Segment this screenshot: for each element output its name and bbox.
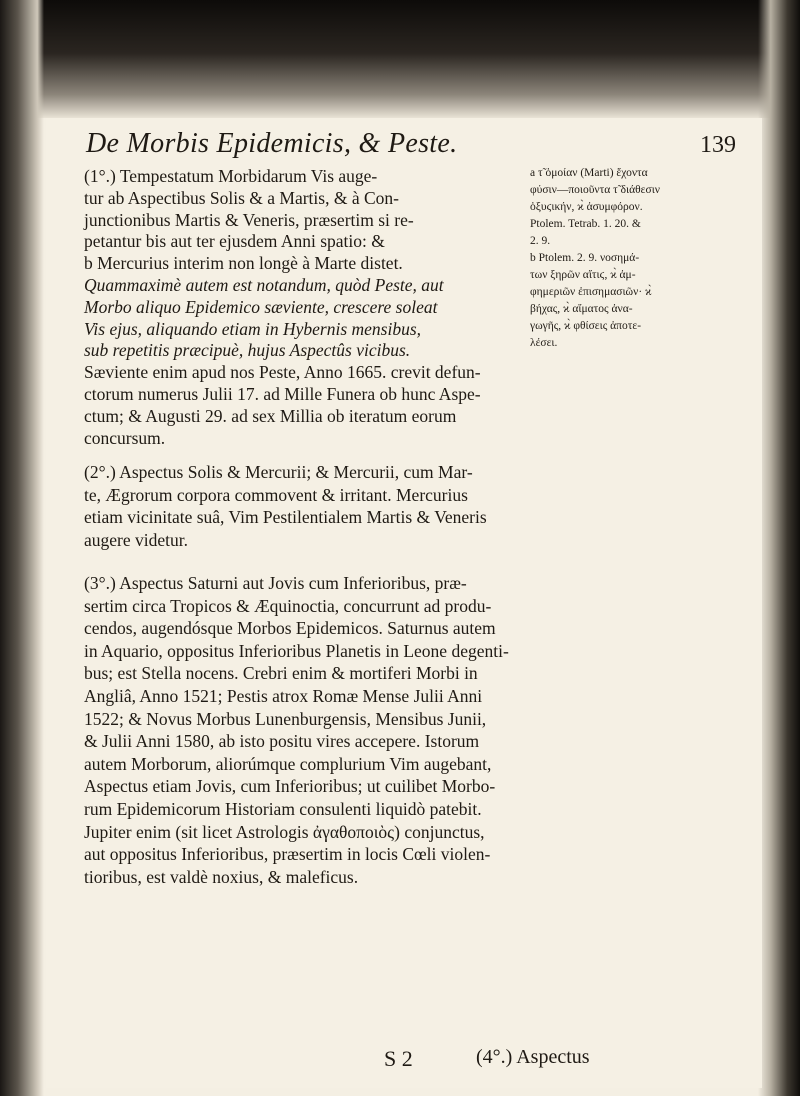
text-line: autem Morborum, aliorúmque complurium Vim augebant, xyxy=(84,753,492,774)
text-line: te, Ægrorum corpora commovent & irritant. Mercurius xyxy=(84,484,468,505)
text-line: Quammaximè autem est notandum, quòd Peste, aut xyxy=(84,274,444,295)
section-3 xyxy=(84,572,756,888)
section-1 xyxy=(84,166,756,449)
note-line: βήχας, ϰ̀ αἵματος ἀνα- xyxy=(530,303,633,315)
text-line: augere videtur. xyxy=(84,529,188,550)
text-line: in Aquario, oppositus Inferioribus Planetis in Leone degenti- xyxy=(84,640,509,661)
text-line: ctorum numerus Julii 17. ad Mille Funera ob hunc Aspe- xyxy=(84,383,481,404)
text-line: sub repetitis præcipuè, hujus Aspectûs vicibus. xyxy=(84,340,411,361)
text-line: sertim circa Tropicos & Æquinoctia, concurrunt ad produ- xyxy=(84,595,492,616)
note-line: λέσει. xyxy=(530,337,558,349)
text-line: tioribus, est valdè noxius, & maleficus. xyxy=(84,866,359,887)
running-head xyxy=(86,128,736,164)
text-line: Morbo aliquo Epidemico sæviente, crescere soleat xyxy=(84,296,438,317)
page-number: 139 xyxy=(700,132,736,158)
text-line: tur ab Aspectibus Solis & a Martis, & à Con- xyxy=(84,187,399,208)
marginal-notes xyxy=(530,166,762,353)
text-line: 1522; & Novus Morbus Lunenburgensis, Mensibus Junii, xyxy=(84,708,487,729)
note-line: φύσιν—ποιοῦντα τ̃ διάθεσιν xyxy=(530,184,661,196)
text-line: (2°.) Aspectus Solis & Mercurii; & Mercurii, cum Mar- xyxy=(84,462,473,482)
text-line: ctum; & Augusti 29. ad sex Millia ob iteratum eorum xyxy=(84,405,457,426)
note-line: γωγῆς, ϰ̀ φθίσεις ἀποτε- xyxy=(530,320,642,332)
text-line: etiam vicinitate suâ, Vim Pestilentialem Martis & Veneris xyxy=(84,507,487,528)
note-line: 2. 9. xyxy=(530,235,551,247)
note-line: ὁξυϛικήν, ϰ̀ ἀσυμφόρον. xyxy=(530,201,643,213)
note-line: a τ̃ ὁμοίαν (Marti) ἔχοντα xyxy=(530,167,648,179)
signature-mark: S 2 xyxy=(384,1046,413,1071)
text-line: Jupiter enim (sit licet Astrologis ἀγαθοποιὸς) conjunctus, xyxy=(84,821,485,842)
text-line: (1°.) Tempestatum Morbidarum Vis auge- xyxy=(84,166,378,186)
text-line: rum Epidemicorum Historiam consulenti liquidò patebit. xyxy=(84,798,482,819)
note-line: φημεριῶν ἐπισημασιῶν· ϰ̀ xyxy=(530,286,652,298)
section-1-main-column xyxy=(84,166,524,340)
section-1-full-width xyxy=(84,340,756,449)
note-line: b Ptolem. 2. 9. νοσημά- xyxy=(530,252,640,264)
text-line: bus; est Stella nocens. Crebri enim & mortiferi Morbi in xyxy=(84,663,478,684)
text-line: Vis ejus, aliquando etiam in Hybernis mensibus, xyxy=(84,318,422,339)
text-line: Sæviente enim apud nos Peste, Anno 1665. crevit defun- xyxy=(84,362,481,383)
running-title: De Morbis Epidemicis, & Peste. xyxy=(86,128,458,159)
page-left-shadow xyxy=(0,0,44,1096)
text-line: (3°.) Aspectus Saturni aut Jovis cum Inferioribus, præ- xyxy=(84,573,467,593)
page-footer xyxy=(84,1046,756,1076)
note-line: Ptolem. Tetrab. 1. 20. & xyxy=(530,218,641,230)
text-line: cendos, augendósque Morbos Epidemicos. Saturnus autem xyxy=(84,618,496,639)
section-2 xyxy=(84,461,756,551)
text-line: b Mercurius interim non longè à Marte distet. xyxy=(84,253,403,274)
text-line: Aspectus etiam Jovis, cum Inferioribus; ut cuilibet Morbo- xyxy=(84,776,496,797)
note-line: των ξηρῶν αἴτιϛ, ϰ̀ ἀμ- xyxy=(530,269,636,281)
text-line: aut oppositus Inferioribus, præsertim in locis Cœli violen- xyxy=(84,844,491,865)
page-right-shadow xyxy=(758,0,800,1096)
catchword: (4°.) Aspectus xyxy=(476,1046,590,1068)
text-line: & Julii Anni 1580, ab isto positu vires accepere. Istorum xyxy=(84,731,480,752)
text-line: concursum. xyxy=(84,427,166,448)
text-line: junctionibus Martis & Veneris, præsertim si re- xyxy=(84,209,414,230)
text-line: Angliâ, Anno 1521; Pestis atrox Romæ Mense Julii Anni xyxy=(84,685,483,706)
text-line: petantur bis aut ter ejusdem Anni spatio: & xyxy=(84,231,385,252)
page-top-shadow xyxy=(0,0,800,118)
